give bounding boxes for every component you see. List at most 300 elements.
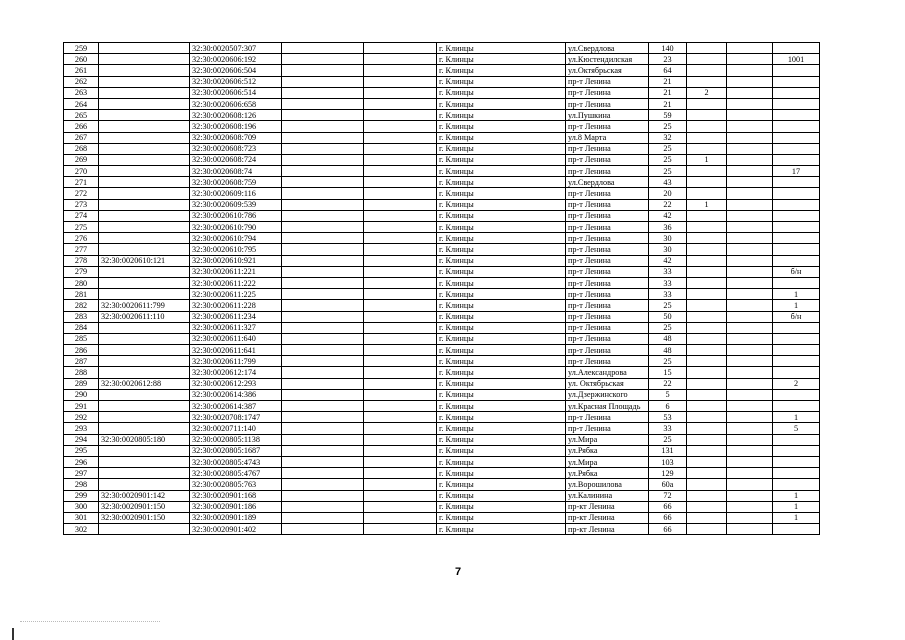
street: ул.Октябрьская — [566, 65, 649, 76]
city: г. Клинцы — [437, 490, 566, 501]
cadastral-number: 32:30:0020608:196 — [190, 121, 282, 132]
street: пр-т Ленина — [566, 76, 649, 87]
extra-number — [687, 110, 727, 121]
city: г. Клинцы — [437, 434, 566, 445]
house-number: 33 — [649, 423, 687, 434]
row-number: 282 — [64, 300, 99, 311]
blank-cell — [282, 456, 364, 467]
extra-number — [687, 166, 727, 177]
street: пр-т Ленина — [566, 87, 649, 98]
blank-cell — [727, 132, 773, 143]
city: г. Клинцы — [437, 300, 566, 311]
blank-cell — [364, 121, 437, 132]
apartment-number — [773, 322, 820, 333]
table-row — [64, 54, 820, 65]
apartment-number — [773, 76, 820, 87]
old-cadastral-number — [99, 132, 190, 143]
table-row — [64, 412, 820, 423]
street: ул.Пушкина — [566, 110, 649, 121]
extra-number — [687, 289, 727, 300]
city: г. Клинцы — [437, 222, 566, 233]
old-cadastral-number — [99, 210, 190, 221]
table-row — [64, 490, 820, 501]
blank-cell — [282, 255, 364, 266]
blank-cell — [727, 345, 773, 356]
row-number: 289 — [64, 378, 99, 389]
old-cadastral-number — [99, 266, 190, 277]
apartment-number: 5 — [773, 423, 820, 434]
house-number: 21 — [649, 76, 687, 87]
table-row — [64, 98, 820, 109]
cadastral-number: 32:30:0020614:387 — [190, 401, 282, 412]
blank-cell — [364, 210, 437, 221]
blank-cell — [364, 110, 437, 121]
table-row — [64, 143, 820, 154]
table-row — [64, 199, 820, 210]
table-row — [64, 43, 820, 54]
apartment-number — [773, 456, 820, 467]
cadastral-number: 32:30:0020612:293 — [190, 378, 282, 389]
street: пр-т Ленина — [566, 322, 649, 333]
blank-cell — [282, 65, 364, 76]
cadastral-number: 32:30:0020611:228 — [190, 300, 282, 311]
blank-cell — [727, 322, 773, 333]
old-cadastral-number: 32:30:0020610:121 — [99, 255, 190, 266]
apartment-number — [773, 434, 820, 445]
apartment-number — [773, 333, 820, 344]
cadastral-number: 32:30:0020610:795 — [190, 244, 282, 255]
blank-cell — [364, 54, 437, 65]
row-number: 296 — [64, 456, 99, 467]
row-number: 263 — [64, 87, 99, 98]
blank-cell — [364, 322, 437, 333]
apartment-number: 1001 — [773, 54, 820, 65]
row-number: 276 — [64, 233, 99, 244]
row-number: 291 — [64, 401, 99, 412]
street: пр-т Ленина — [566, 412, 649, 423]
apartment-number — [773, 210, 820, 221]
extra-number — [687, 233, 727, 244]
street: пр-т Ленина — [566, 199, 649, 210]
blank-cell — [364, 266, 437, 277]
row-number: 287 — [64, 356, 99, 367]
table-row — [64, 401, 820, 412]
row-number: 284 — [64, 322, 99, 333]
city: г. Клинцы — [437, 345, 566, 356]
house-number: 25 — [649, 166, 687, 177]
apartment-number — [773, 277, 820, 288]
row-number: 272 — [64, 188, 99, 199]
house-number: 33 — [649, 266, 687, 277]
blank-cell — [364, 512, 437, 523]
extra-number — [687, 423, 727, 434]
house-number: 25 — [649, 356, 687, 367]
street: ул.Свердлова — [566, 177, 649, 188]
old-cadastral-number — [99, 345, 190, 356]
old-cadastral-number — [99, 356, 190, 367]
house-number: 25 — [649, 121, 687, 132]
apartment-number — [773, 110, 820, 121]
street: ул.Александрова — [566, 367, 649, 378]
city: г. Клинцы — [437, 468, 566, 479]
house-number: 21 — [649, 98, 687, 109]
extra-number — [687, 65, 727, 76]
blank-cell — [282, 356, 364, 367]
blank-cell — [282, 434, 364, 445]
old-cadastral-number — [99, 333, 190, 344]
old-cadastral-number: 32:30:0020901:150 — [99, 501, 190, 512]
blank-cell — [364, 289, 437, 300]
house-number: 25 — [649, 300, 687, 311]
street: пр-т Ленина — [566, 277, 649, 288]
city: г. Клинцы — [437, 154, 566, 165]
street: пр-кт Ленина — [566, 524, 649, 535]
blank-cell — [364, 445, 437, 456]
blank-cell — [364, 423, 437, 434]
street: пр-т Ленина — [566, 311, 649, 322]
blank-cell — [727, 54, 773, 65]
blank-cell — [364, 166, 437, 177]
blank-cell — [282, 490, 364, 501]
house-number: 5 — [649, 389, 687, 400]
apartment-number — [773, 367, 820, 378]
blank-cell — [364, 356, 437, 367]
street: пр-т Ленина — [566, 300, 649, 311]
cadastral-number: 32:30:0020608:723 — [190, 143, 282, 154]
cadastral-number: 32:30:0020610:794 — [190, 233, 282, 244]
page-number: 7 — [455, 566, 462, 578]
city: г. Клинцы — [437, 188, 566, 199]
blank-cell — [727, 65, 773, 76]
house-number: 6 — [649, 401, 687, 412]
cadastral-number: 32:30:0020608:724 — [190, 154, 282, 165]
blank-cell — [282, 445, 364, 456]
cadastral-number: 32:30:0020611:225 — [190, 289, 282, 300]
blank-cell — [282, 233, 364, 244]
old-cadastral-number — [99, 222, 190, 233]
cadastral-number: 32:30:0020805:4743 — [190, 456, 282, 467]
old-cadastral-number — [99, 445, 190, 456]
row-number: 290 — [64, 389, 99, 400]
apartment-number — [773, 222, 820, 233]
city: г. Клинцы — [437, 199, 566, 210]
blank-cell — [727, 76, 773, 87]
street: ул.Рябка — [566, 468, 649, 479]
blank-cell — [727, 188, 773, 199]
house-number: 43 — [649, 177, 687, 188]
house-number: 25 — [649, 143, 687, 154]
blank-cell — [282, 121, 364, 132]
cadastral-number: 32:30:0020901:186 — [190, 501, 282, 512]
street: ул.Ворошилова — [566, 479, 649, 490]
apartment-number: 1 — [773, 501, 820, 512]
street: пр-т Ленина — [566, 345, 649, 356]
row-number: 275 — [64, 222, 99, 233]
house-number: 30 — [649, 233, 687, 244]
table-row — [64, 132, 820, 143]
old-cadastral-number — [99, 154, 190, 165]
street: ул.Кюстендилская — [566, 54, 649, 65]
blank-cell — [282, 524, 364, 535]
apartment-number — [773, 188, 820, 199]
old-cadastral-number — [99, 277, 190, 288]
table-row — [64, 289, 820, 300]
city: г. Клинцы — [437, 210, 566, 221]
row-number: 286 — [64, 345, 99, 356]
house-number: 25 — [649, 434, 687, 445]
house-number: 66 — [649, 501, 687, 512]
old-cadastral-number: 32:30:0020901:150 — [99, 512, 190, 523]
extra-number — [687, 76, 727, 87]
blank-cell — [364, 98, 437, 109]
street: пр-т Ленина — [566, 210, 649, 221]
apartment-number — [773, 524, 820, 535]
blank-cell — [364, 277, 437, 288]
blank-cell — [282, 132, 364, 143]
extra-number — [687, 121, 727, 132]
house-number: 20 — [649, 188, 687, 199]
house-number: 131 — [649, 445, 687, 456]
table-row — [64, 154, 820, 165]
old-cadastral-number: 32:30:0020901:142 — [99, 490, 190, 501]
extra-number — [687, 43, 727, 54]
city: г. Клинцы — [437, 378, 566, 389]
blank-cell — [282, 154, 364, 165]
street: пр-т Ленина — [566, 266, 649, 277]
extra-number — [687, 356, 727, 367]
blank-cell — [282, 412, 364, 423]
table-row — [64, 255, 820, 266]
table-row — [64, 266, 820, 277]
apartment-number: б/н — [773, 266, 820, 277]
blank-cell — [282, 345, 364, 356]
blank-cell — [364, 87, 437, 98]
blank-cell — [282, 143, 364, 154]
house-number: 30 — [649, 244, 687, 255]
blank-cell — [282, 210, 364, 221]
table-row — [64, 121, 820, 132]
city: г. Клинцы — [437, 401, 566, 412]
table-row — [64, 479, 820, 490]
blank-cell — [364, 524, 437, 535]
extra-number — [687, 378, 727, 389]
old-cadastral-number: 32:30:0020611:110 — [99, 311, 190, 322]
cadastral-number: 32:30:0020608:709 — [190, 132, 282, 143]
old-cadastral-number — [99, 367, 190, 378]
apartment-number — [773, 345, 820, 356]
city: г. Клинцы — [437, 110, 566, 121]
old-cadastral-number — [99, 401, 190, 412]
house-number: 103 — [649, 456, 687, 467]
cadastral-number: 32:30:0020611:327 — [190, 322, 282, 333]
city: г. Клинцы — [437, 333, 566, 344]
blank-cell — [282, 479, 364, 490]
street: пр-т Ленина — [566, 188, 649, 199]
apartment-number — [773, 244, 820, 255]
street: ул.Мира — [566, 434, 649, 445]
city: г. Клинцы — [437, 423, 566, 434]
street: пр-т Ленина — [566, 98, 649, 109]
city: г. Клинцы — [437, 177, 566, 188]
old-cadastral-number — [99, 188, 190, 199]
extra-number — [687, 177, 727, 188]
table-row — [64, 356, 820, 367]
blank-cell — [727, 333, 773, 344]
street: пр-т Ленина — [566, 333, 649, 344]
row-number: 271 — [64, 177, 99, 188]
apartment-number — [773, 255, 820, 266]
street: пр-т Ленина — [566, 289, 649, 300]
cadastral-number: 32:30:0020507:307 — [190, 43, 282, 54]
blank-cell — [282, 76, 364, 87]
table-row — [64, 389, 820, 400]
old-cadastral-number — [99, 110, 190, 121]
city: г. Клинцы — [437, 143, 566, 154]
blank-cell — [364, 412, 437, 423]
blank-cell — [364, 501, 437, 512]
city: г. Клинцы — [437, 512, 566, 523]
blank-cell — [727, 210, 773, 221]
extra-number — [687, 311, 727, 322]
blank-cell — [364, 389, 437, 400]
cadastral-number: 32:30:0020609:116 — [190, 188, 282, 199]
city: г. Клинцы — [437, 389, 566, 400]
cadastral-number: 32:30:0020608:126 — [190, 110, 282, 121]
extra-number — [687, 367, 727, 378]
cadastral-number: 32:30:0020610:921 — [190, 255, 282, 266]
row-number: 260 — [64, 54, 99, 65]
row-number: 270 — [64, 166, 99, 177]
city: г. Клинцы — [437, 43, 566, 54]
row-number: 265 — [64, 110, 99, 121]
row-number: 285 — [64, 333, 99, 344]
extra-number: 1 — [687, 199, 727, 210]
register-sheet — [63, 42, 820, 535]
row-number: 266 — [64, 121, 99, 132]
cadastral-number: 32:30:0020708:1747 — [190, 412, 282, 423]
city: г. Клинцы — [437, 76, 566, 87]
extra-number — [687, 188, 727, 199]
apartment-number: 1 — [773, 412, 820, 423]
cadastral-number: 32:30:0020611:640 — [190, 333, 282, 344]
apartment-number — [773, 468, 820, 479]
blank-cell — [282, 110, 364, 121]
old-cadastral-number — [99, 524, 190, 535]
blank-cell — [364, 154, 437, 165]
extra-number — [687, 98, 727, 109]
house-number: 48 — [649, 345, 687, 356]
row-number: 259 — [64, 43, 99, 54]
blank-cell — [727, 166, 773, 177]
extra-number — [687, 524, 727, 535]
city: г. Клинцы — [437, 412, 566, 423]
cadastral-number: 32:30:0020610:790 — [190, 222, 282, 233]
table-body — [64, 43, 820, 535]
row-number: 295 — [64, 445, 99, 456]
extra-number — [687, 412, 727, 423]
table-row — [64, 524, 820, 535]
blank-cell — [727, 233, 773, 244]
cadastral-number: 32:30:0020711:140 — [190, 423, 282, 434]
old-cadastral-number — [99, 423, 190, 434]
city: г. Клинцы — [437, 233, 566, 244]
street: пр-т Ленина — [566, 233, 649, 244]
blank-cell — [727, 434, 773, 445]
city: г. Клинцы — [437, 98, 566, 109]
apartment-number: 1 — [773, 300, 820, 311]
cadastral-number: 32:30:0020608:74 — [190, 166, 282, 177]
cadastral-number: 32:30:0020805:4767 — [190, 468, 282, 479]
old-cadastral-number: 32:30:0020612:88 — [99, 378, 190, 389]
apartment-number — [773, 87, 820, 98]
row-number: 281 — [64, 289, 99, 300]
blank-cell — [727, 255, 773, 266]
old-cadastral-number — [99, 65, 190, 76]
house-number: 60а — [649, 479, 687, 490]
extra-number — [687, 401, 727, 412]
apartment-number: 1 — [773, 512, 820, 523]
extra-number — [687, 333, 727, 344]
street: пр-кт Ленина — [566, 512, 649, 523]
cadastral-number: 32:30:0020611:221 — [190, 266, 282, 277]
blank-cell — [364, 434, 437, 445]
street: пр-т Ленина — [566, 222, 649, 233]
house-number: 36 — [649, 222, 687, 233]
table-row — [64, 222, 820, 233]
apartment-number — [773, 356, 820, 367]
extra-number: 2 — [687, 87, 727, 98]
blank-cell — [282, 177, 364, 188]
blank-cell — [364, 132, 437, 143]
blank-cell — [364, 367, 437, 378]
city: г. Клинцы — [437, 311, 566, 322]
street: ул.Рябка — [566, 445, 649, 456]
row-number: 293 — [64, 423, 99, 434]
blank-cell — [364, 378, 437, 389]
house-number: 25 — [649, 322, 687, 333]
table-row — [64, 233, 820, 244]
row-number: 262 — [64, 76, 99, 87]
cadastral-number: 32:30:0020611:222 — [190, 277, 282, 288]
cadastral-number: 32:30:0020606:512 — [190, 76, 282, 87]
blank-cell — [727, 289, 773, 300]
table-row — [64, 311, 820, 322]
old-cadastral-number — [99, 177, 190, 188]
table-row — [64, 333, 820, 344]
street: пр-т Ленина — [566, 166, 649, 177]
city: г. Клинцы — [437, 322, 566, 333]
old-cadastral-number — [99, 244, 190, 255]
old-cadastral-number — [99, 199, 190, 210]
extra-number — [687, 456, 727, 467]
blank-cell — [727, 110, 773, 121]
blank-cell — [727, 311, 773, 322]
blank-cell — [364, 300, 437, 311]
row-number: 298 — [64, 479, 99, 490]
blank-cell — [282, 277, 364, 288]
cadastral-number: 32:30:0020611:799 — [190, 356, 282, 367]
apartment-number — [773, 389, 820, 400]
extra-number — [687, 345, 727, 356]
cadastral-number: 32:30:0020805:763 — [190, 479, 282, 490]
old-cadastral-number — [99, 468, 190, 479]
blank-cell — [282, 501, 364, 512]
city: г. Клинцы — [437, 524, 566, 535]
extra-number — [687, 143, 727, 154]
apartment-number — [773, 43, 820, 54]
street: пр-т Ленина — [566, 356, 649, 367]
old-cadastral-number — [99, 479, 190, 490]
